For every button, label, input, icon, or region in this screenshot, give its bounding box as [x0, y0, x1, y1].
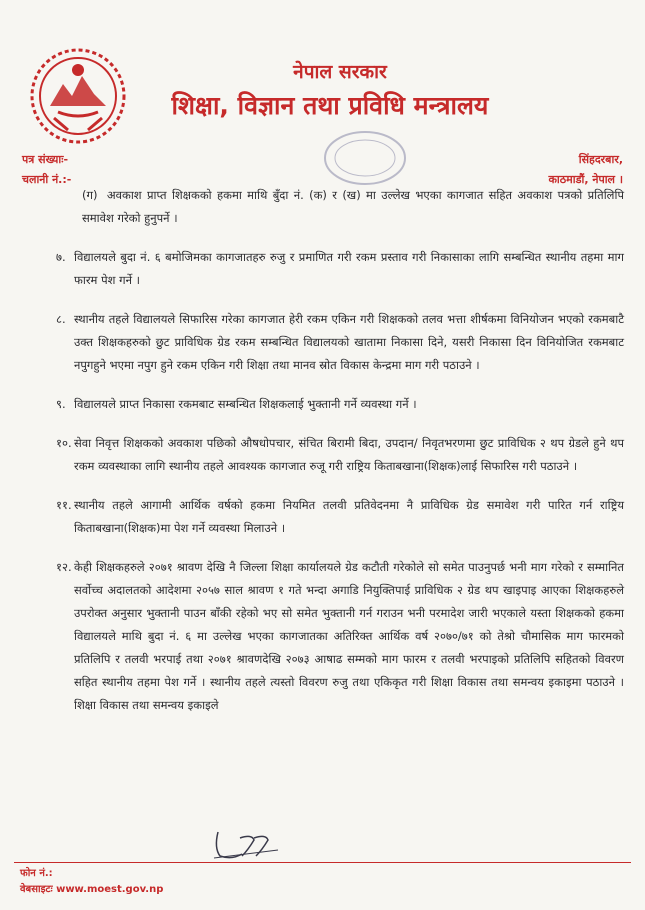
letter-number-label: पत्र संख्याः-	[22, 153, 69, 166]
clause-7	[56, 246, 624, 292]
website-link[interactable]: www.moest.gov.np	[56, 884, 164, 895]
clause-text: केही शिक्षकहरुले २०७१ श्रावण देखि नै जिल्ला शिक्षा कार्यालयले ग्रेड कटौती गरेकोले सो समेत पाउनुपर्छ भनी माग गरेको र सम्मानित सर्वोच्च अदालतको आदेशमा २०५७ साल श्रावण १ गते भन्दा अगाडि नियुक्तिपाई प्राविधिक २ ग्रेड थप खाइपाइ आएका शिक्षकहरुले उपरोक्त अनुसार भुक्तानी पाउन बाँकी रहेको भए सो समेत भुक्तानी गर्न गराउन भनी परमादेश जारी भएकाले यस्ता शिक्षकको हकमा विद्यालयले माथि बुदा नं. ६ मा उल्लेख भएका कागजातका अतिरिक्त आर्थिक वर्ष २०७०/७१ को तेश्रो चौमासिक माग फारमको प्रतिलिपि र तलवी भरपाई तथा २०७१ श्रावणदेखि २०७३ आषाढ सम्मको माग फारम र तलवी भरपाइको प्रतिलिपि सहितको विवरण सहित स्थानीय तहमा पेश गर्ने । स्थानीय तहले त्यस्तो विवरण रुजु तथा एकिकृत गरी शिक्षा विकास तथा समन्वय इकाइमा पठाउने । शिक्षा विकास तथा समन्वय इकाइले	[74, 560, 624, 712]
clause-number: ८.	[56, 312, 66, 326]
clause-number: ७.	[56, 250, 66, 264]
clause-9	[56, 393, 624, 416]
clause-text: सेवा निवृत्त शिक्षकको अवकाश पछिको औषधोपचार, संचित बिरामी बिदा, उपदान/ निवृतभरणमा छुट प्राविधिक २ थप ग्रेडले हुने थप रकम व्यवस्थाका लागि स्थानीय तहले आवश्यक कागजात रुजू गरी राष्ट्रिय किताबखाना(शिक्षक)लाई सिफारिस गरी पठाउने ।	[74, 436, 624, 473]
clause-8	[56, 308, 624, 377]
address-line-2: काठमाडौं, नेपाल ।	[548, 173, 623, 186]
nepal-emblem-icon	[28, 46, 128, 146]
clause-text: अवकाश प्राप्त शिक्षकको हकमा माथि बुँदा नं. (क) र (ख) मा उल्लेख भएका कागजात सहित अवकाश पत्रको प्रतिलिपि समावेश गरेको हुनुपर्ने ।	[82, 188, 624, 225]
clause-text: स्थानीय तहले विद्यालयले सिफारिस गरेका कागजात हेरी रकम एकिन गरी शिक्षकको तलव भत्ता शीर्षकमा विनियोजन भएको रकमबाटै उक्त शिक्षकहरुको छुट प्राविधिक ग्रेड रकम सम्बन्धित विद्यालयको खातामा निकासा दिने, यसरी निकासा दिन विनियोजित रकमबाट नपुगहुने भएमा नपुग हुने रकम एकिन गरी शिक्षा तथा मानव स्रोत विकास केन्द्रमा माग गरी पठाउने ।	[74, 312, 624, 372]
office-stamp-icon	[320, 128, 410, 188]
website-label: वेबसाइटः	[20, 884, 53, 895]
letterhead-title	[140, 58, 520, 122]
clause-number: ११.	[56, 498, 72, 512]
clause-10	[56, 432, 624, 478]
clause-text: विद्यालयले प्राप्त निकासा रकमबाट सम्बन्धित शिक्षकलाई भुक्तानी गर्ने व्यवस्था गर्ने ।	[74, 397, 417, 411]
government-name: नेपाल सरकार	[293, 61, 387, 83]
clause-number: ९.	[56, 397, 66, 411]
clause-text: विद्यालयले बुदा नं. ६ बमोजिमका कागजातहरु रुजु र प्रमाणित गरी रकम प्रस्ताव गरी निकासाका लागि सम्बन्धित स्थानीय तहमा माग फारम पेश गर्ने ।	[74, 250, 624, 287]
clause-number: १०.	[56, 436, 72, 450]
address-line-1: सिंहदरबार,	[578, 153, 623, 166]
handwritten-signature-icon	[212, 828, 282, 862]
clause-12	[56, 556, 624, 717]
clause-text: स्थानीय तहले आगामी आर्थिक वर्षको हकमा नियमित तलवी प्रतिवेदनमा नै प्राविधिक ग्रेड समावेश गरी पारित गर्न राष्ट्रिय किताबखाना(शिक्षक)मा पेश गर्ने व्यवस्था मिलाउने ।	[74, 498, 624, 535]
letter-body	[56, 184, 624, 733]
clause-g	[82, 184, 624, 230]
ministry-name: शिक्षा, विज्ञान तथा प्रविधि मन्त्रालय	[171, 91, 489, 120]
clause-number: १२.	[56, 560, 72, 574]
dispatch-number-label: चलानी नं.:-	[22, 173, 72, 186]
reference-numbers	[22, 150, 71, 190]
footer	[20, 866, 163, 898]
phone-label: फोन नं.:	[20, 868, 53, 879]
clause-11	[56, 494, 624, 540]
clause-number: (ग)	[82, 188, 98, 202]
website-line	[20, 882, 163, 898]
footer-divider	[14, 862, 631, 863]
